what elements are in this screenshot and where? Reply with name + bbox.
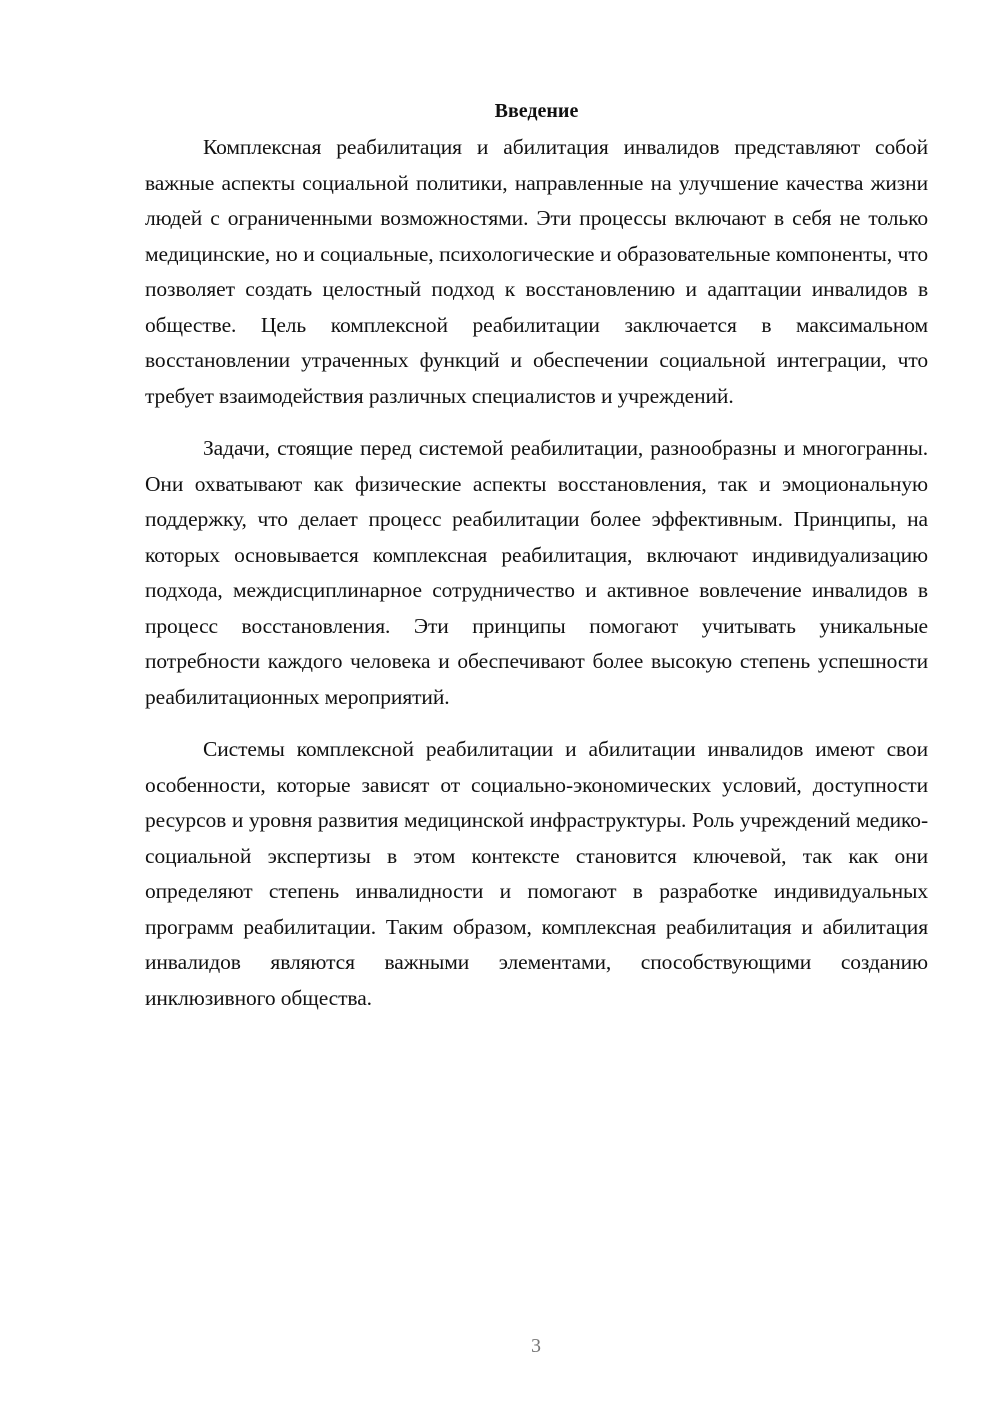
page-content: [145, 96, 928, 1016]
paragraph-3: Системы комплексной реабилитации и абилитации инвалидов имеют свои особенности, которые зависят от социально-экономических условий, доступности ресурсов и уровня развития медицинской инфраструктуры. Роль учреждений медико-социальной экспертизы в этом контексте становится ключевой, так как они определяют степень инвалидности и помогают в разработке индивидуальных программ реабилитации. Таким образом, комплексная реабилитация и абилитация инвалидов являются важными элементами, способствующими созданию инклюзивного общества.: [145, 737, 928, 1010]
paragraph-1: Комплексная реабилитация и абилитация инвалидов представляют собой важные аспекты социальной политики, направленные на улучшение качества жизни людей с ограниченными возможностями. Эти процессы включают в себя не только медицинские, но и социальные, психологические и образовательные компоненты, что позволяет создать целостный подход к восстановлению и адаптации инвалидов в обществе. Цель комплексной реабилитации заключается в максимальном восстановлении утраченных функций и обеспечении социальной интеграции, что требует взаимодействия различных специалистов и учреждений.: [145, 135, 928, 408]
page-number: 3: [531, 1335, 541, 1357]
paragraph-2: Задачи, стоящие перед системой реабилитации, разнообразны и многогранны. Они охватывают как физические аспекты восстановления, так и эмоциональную поддержку, что делает процесс реабилитации более эффективным. Принципы, на которых основывается комплексная реабилитация, включают индивидуализацию подхода, междисциплинарное сотрудничество и активное вовлечение инвалидов в процесс восстановления. Эти принципы помогают учитывать уникальные потребности каждого человека и обеспечивают более высокую степень успешности реабилитационных мероприятий.: [145, 436, 928, 709]
section-heading: Введение: [494, 100, 579, 122]
